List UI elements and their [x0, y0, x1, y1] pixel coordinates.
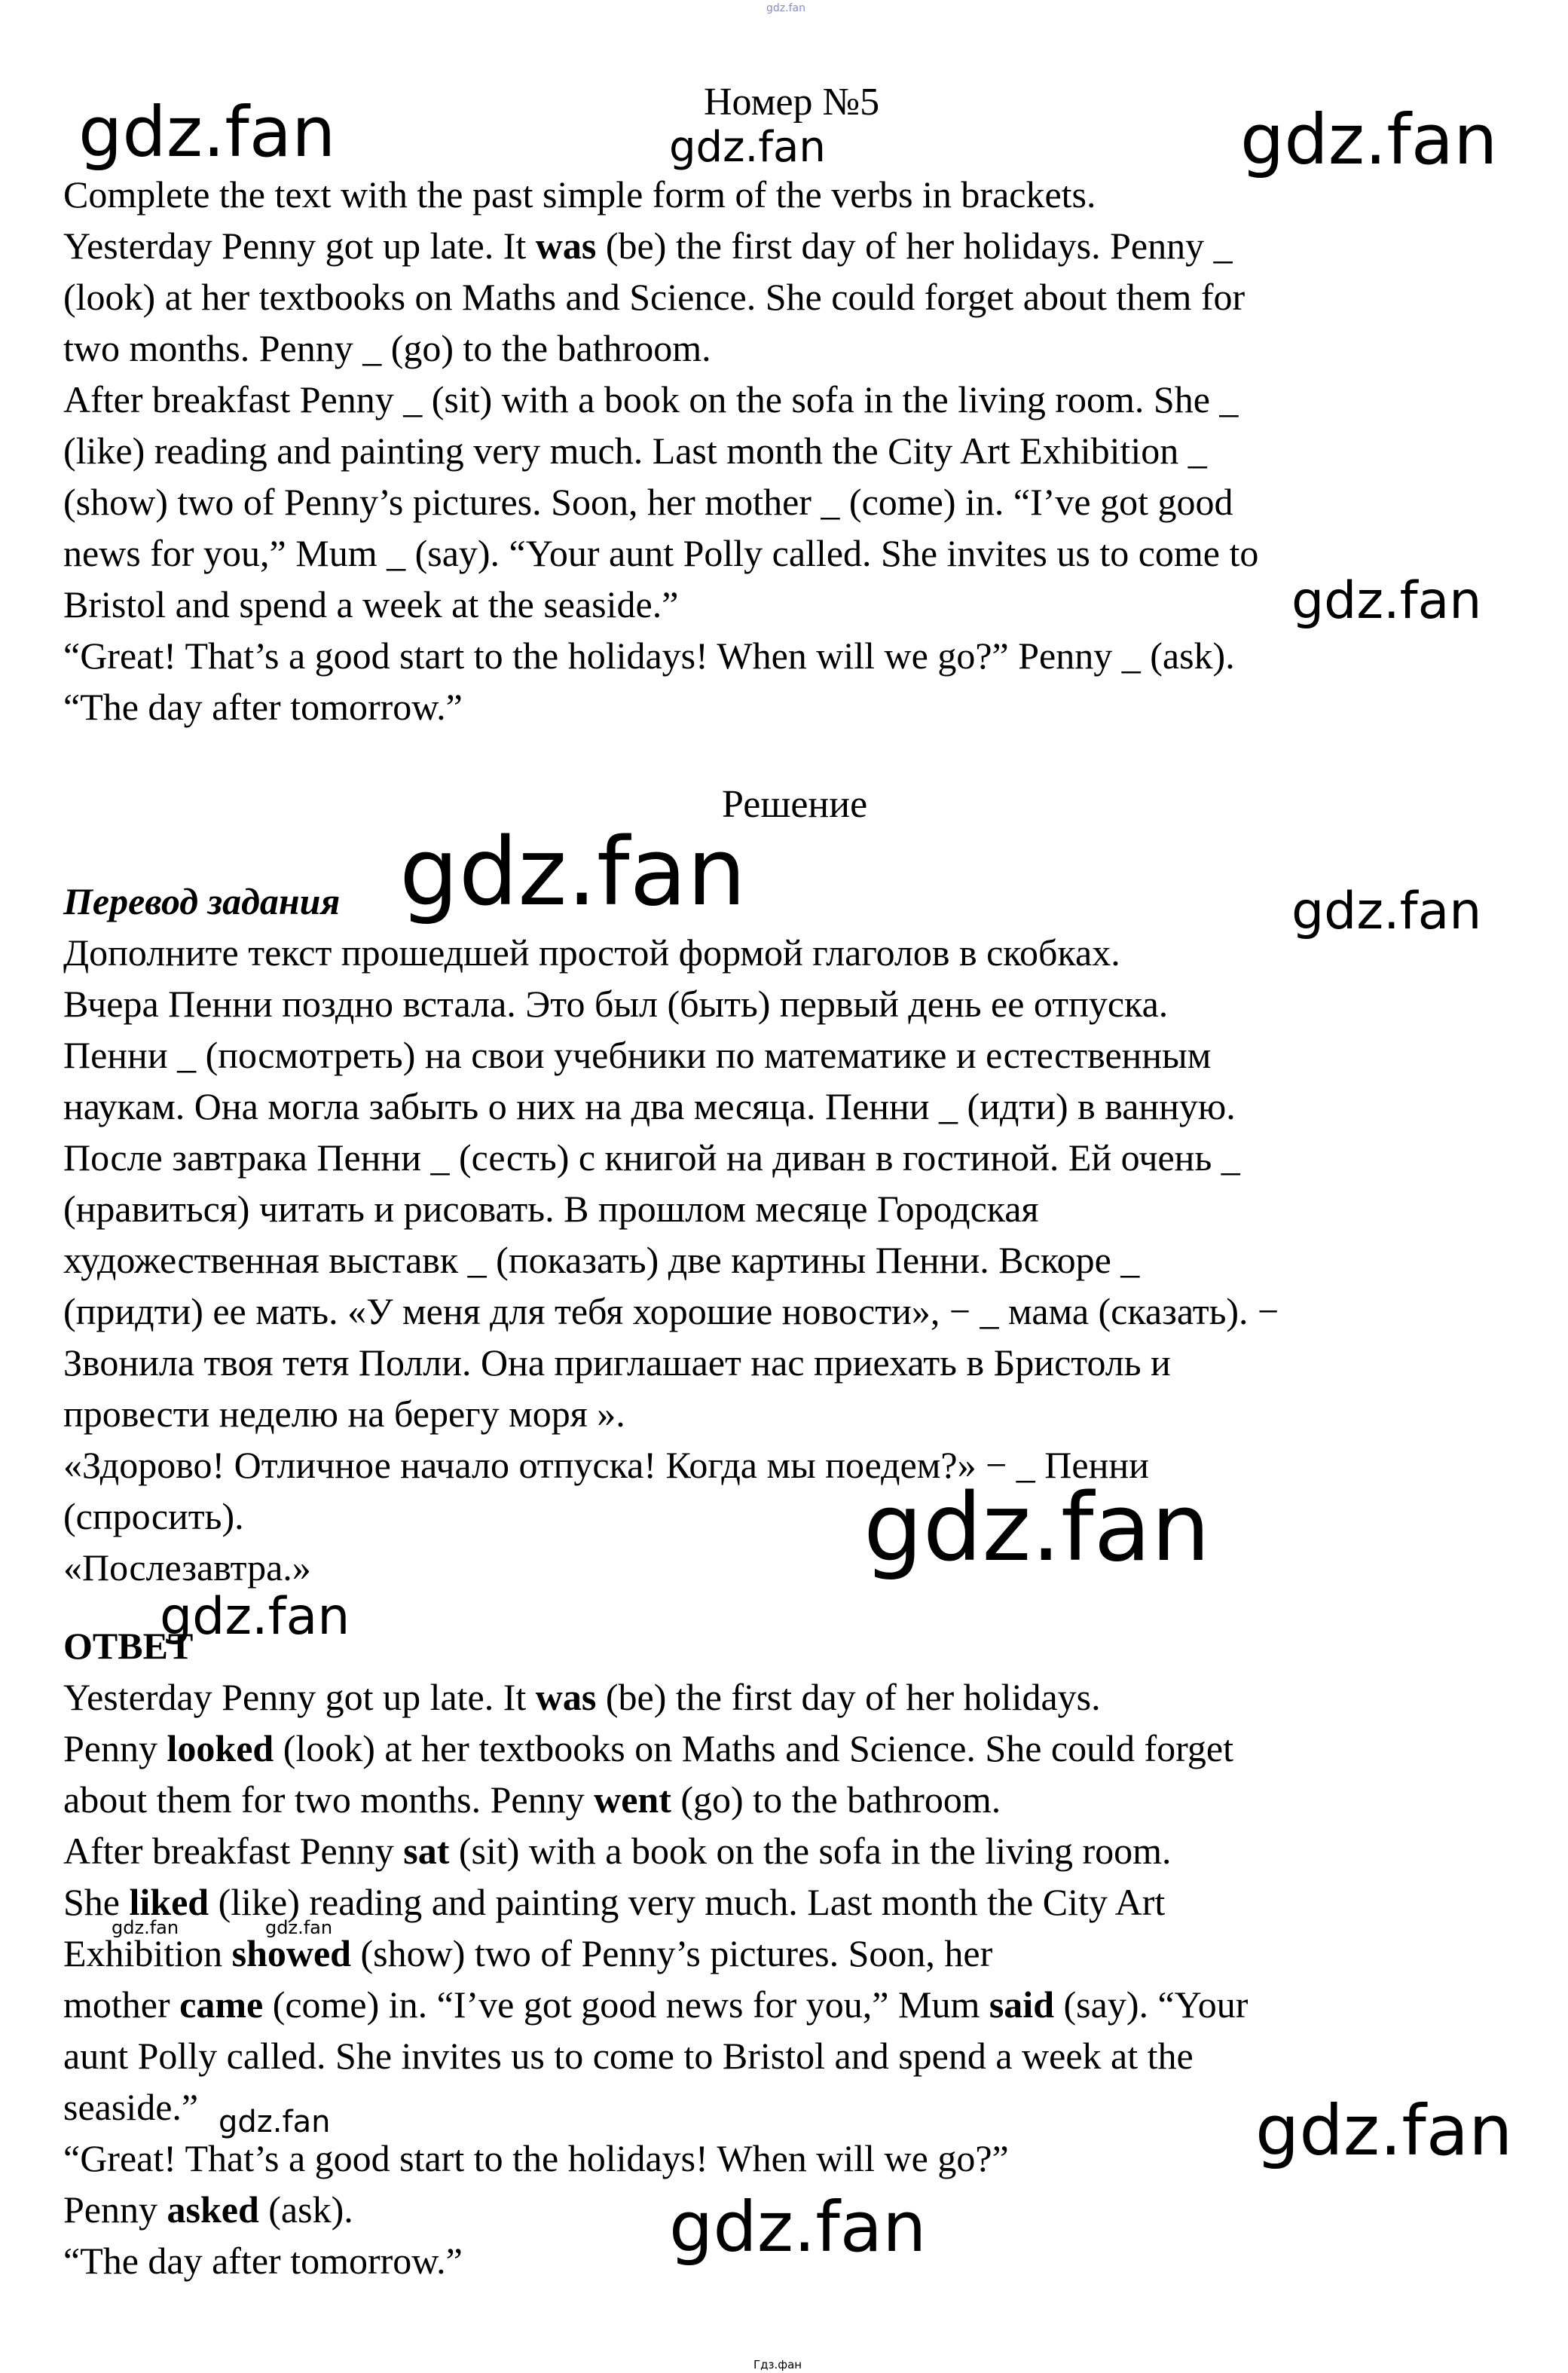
watermark: gdz.fan [1240, 99, 1498, 180]
translation-line: наукам. Она могла забыть о них на два месяца. Пенни _ (идти) в ванную. [63, 1085, 1236, 1127]
answer-line: seaside.” [63, 2086, 199, 2128]
answer-line: Penny looked (look) at her textbooks on Maths and Science. She could forget [63, 1727, 1233, 1769]
translation-line: Вчера Пенни поздно встала. Это был (быть) первый день ее отпуска. [63, 983, 1169, 1025]
watermark: gdz.fan [1291, 571, 1482, 631]
watermark: gdz.fan [160, 1587, 350, 1647]
translation-line: Пенни _ (посмотреть) на свои учебники по математике и естественным [63, 1034, 1212, 1076]
translation-line: «Здорово! Отличное начало отпуска! Когда мы поедем?» − _ Пенни [63, 1444, 1149, 1486]
watermark: gdz.fan [669, 123, 826, 172]
task-line: (like) reading and painting very much. Last month the City Art Exhibition _ [63, 430, 1207, 472]
task-line: “Great! That’s a good start to the holidays! When will we go?” Penny _ (ask). [63, 635, 1235, 677]
translation-line: художественная выставк _ (показать) две картины Пенни. Вскоре _ [63, 1239, 1140, 1281]
watermark: gdz.fan [669, 2187, 927, 2267]
footer-text: Гдз.фан [753, 2358, 802, 2371]
task-line: Yesterday Penny got up late. It was (be) the first day of her holidays. Penny _ [63, 225, 1233, 267]
task-line: (look) at her textbooks on Maths and Science. She could forget about them for [63, 276, 1246, 318]
translation-line: «Послезавтра.» [63, 1546, 311, 1589]
page-title: Номер №5 [704, 81, 880, 124]
answer-line: Exhibition showed (show) two of Penny’s pictures. Soon, her [63, 1932, 993, 1974]
task-line: (show) two of Penny’s pictures. Soon, her mother _ (come) in. “I’ve got good [63, 481, 1233, 523]
translation-line: провести неделю на берегу моря ». [63, 1393, 625, 1435]
watermark: gdz.fan [265, 1917, 333, 1938]
answer-line: aunt Polly called. She invites us to come to Bristol and spend a week at the [63, 2035, 1194, 2077]
task-line: After breakfast Penny _ (sit) with a book on the sofa in the living room. She _ [63, 378, 1239, 420]
answer-line: Yesterday Penny got up late. It was (be) the first day of her holidays. [63, 1676, 1101, 1718]
watermark: gdz.fan [399, 818, 747, 927]
answer-line: “Great! That’s a good start to the holidays! When will we go?” [63, 2137, 1009, 2179]
solution-heading: Решение [722, 783, 868, 826]
answer-line: about them for two months. Penny went (go) to the bathroom. [63, 1778, 1001, 1821]
answer-line: “The day after tomorrow.” [63, 2240, 463, 2282]
watermark: gdz.fan [1255, 2090, 1513, 2171]
translation-line: Звонила твоя тетя Полли. Она приглашает нас приехать в Бристоль и [63, 1341, 1171, 1384]
task-line: “The day after tomorrow.” [63, 686, 463, 728]
task-line: news for you,” Mum _ (say). “Your aunt Polly called. She invites us to come to [63, 532, 1259, 574]
translation-line: (нравиться) читать и рисовать. В прошлом месяце Городская [63, 1188, 1039, 1230]
task-line: Bristol and spend a week at the seaside.” [63, 583, 679, 625]
watermark: gdz.fan [112, 1917, 179, 1938]
answer-line: She liked (like) reading and painting very much. Last month the City Art [63, 1881, 1166, 1923]
answer-heading: ОТВЕТ [63, 1625, 194, 1667]
watermark-top-tiny: gdz.fan [766, 2, 805, 14]
translation-line: (спросить). [63, 1495, 244, 1537]
answer-line: After breakfast Penny sat (sit) with a book on the sofa in the living room. [63, 1830, 1172, 1872]
task-line: Complete the text with the past simple form of the verbs in brackets. [63, 173, 1096, 216]
translation-line: (придти) ее мать. «У меня для тебя хорошие новости», − _ мама (сказать). − [63, 1290, 1279, 1332]
translation-heading: Перевод задания [63, 880, 341, 922]
answer-line: mother came (come) in. “I’ve got good news for you,” Mum said (say). “Your [63, 1983, 1249, 2026]
watermark: gdz.fan [78, 92, 336, 173]
watermark: gdz.fan [1291, 882, 1482, 941]
watermark: gdz.fan [863, 1474, 1211, 1583]
answer-line: Penny asked (ask). [63, 2188, 353, 2231]
watermark: gdz.fan [219, 2105, 331, 2139]
translation-line: Дополните текст прошедшей простой формой глаголов в скобках. [63, 931, 1120, 974]
translation-line: После завтрака Пенни _ (сесть) с книгой на диван в гостиной. Ей очень _ [63, 1136, 1240, 1179]
task-line: two months. Penny _ (go) to the bathroom. [63, 327, 711, 369]
